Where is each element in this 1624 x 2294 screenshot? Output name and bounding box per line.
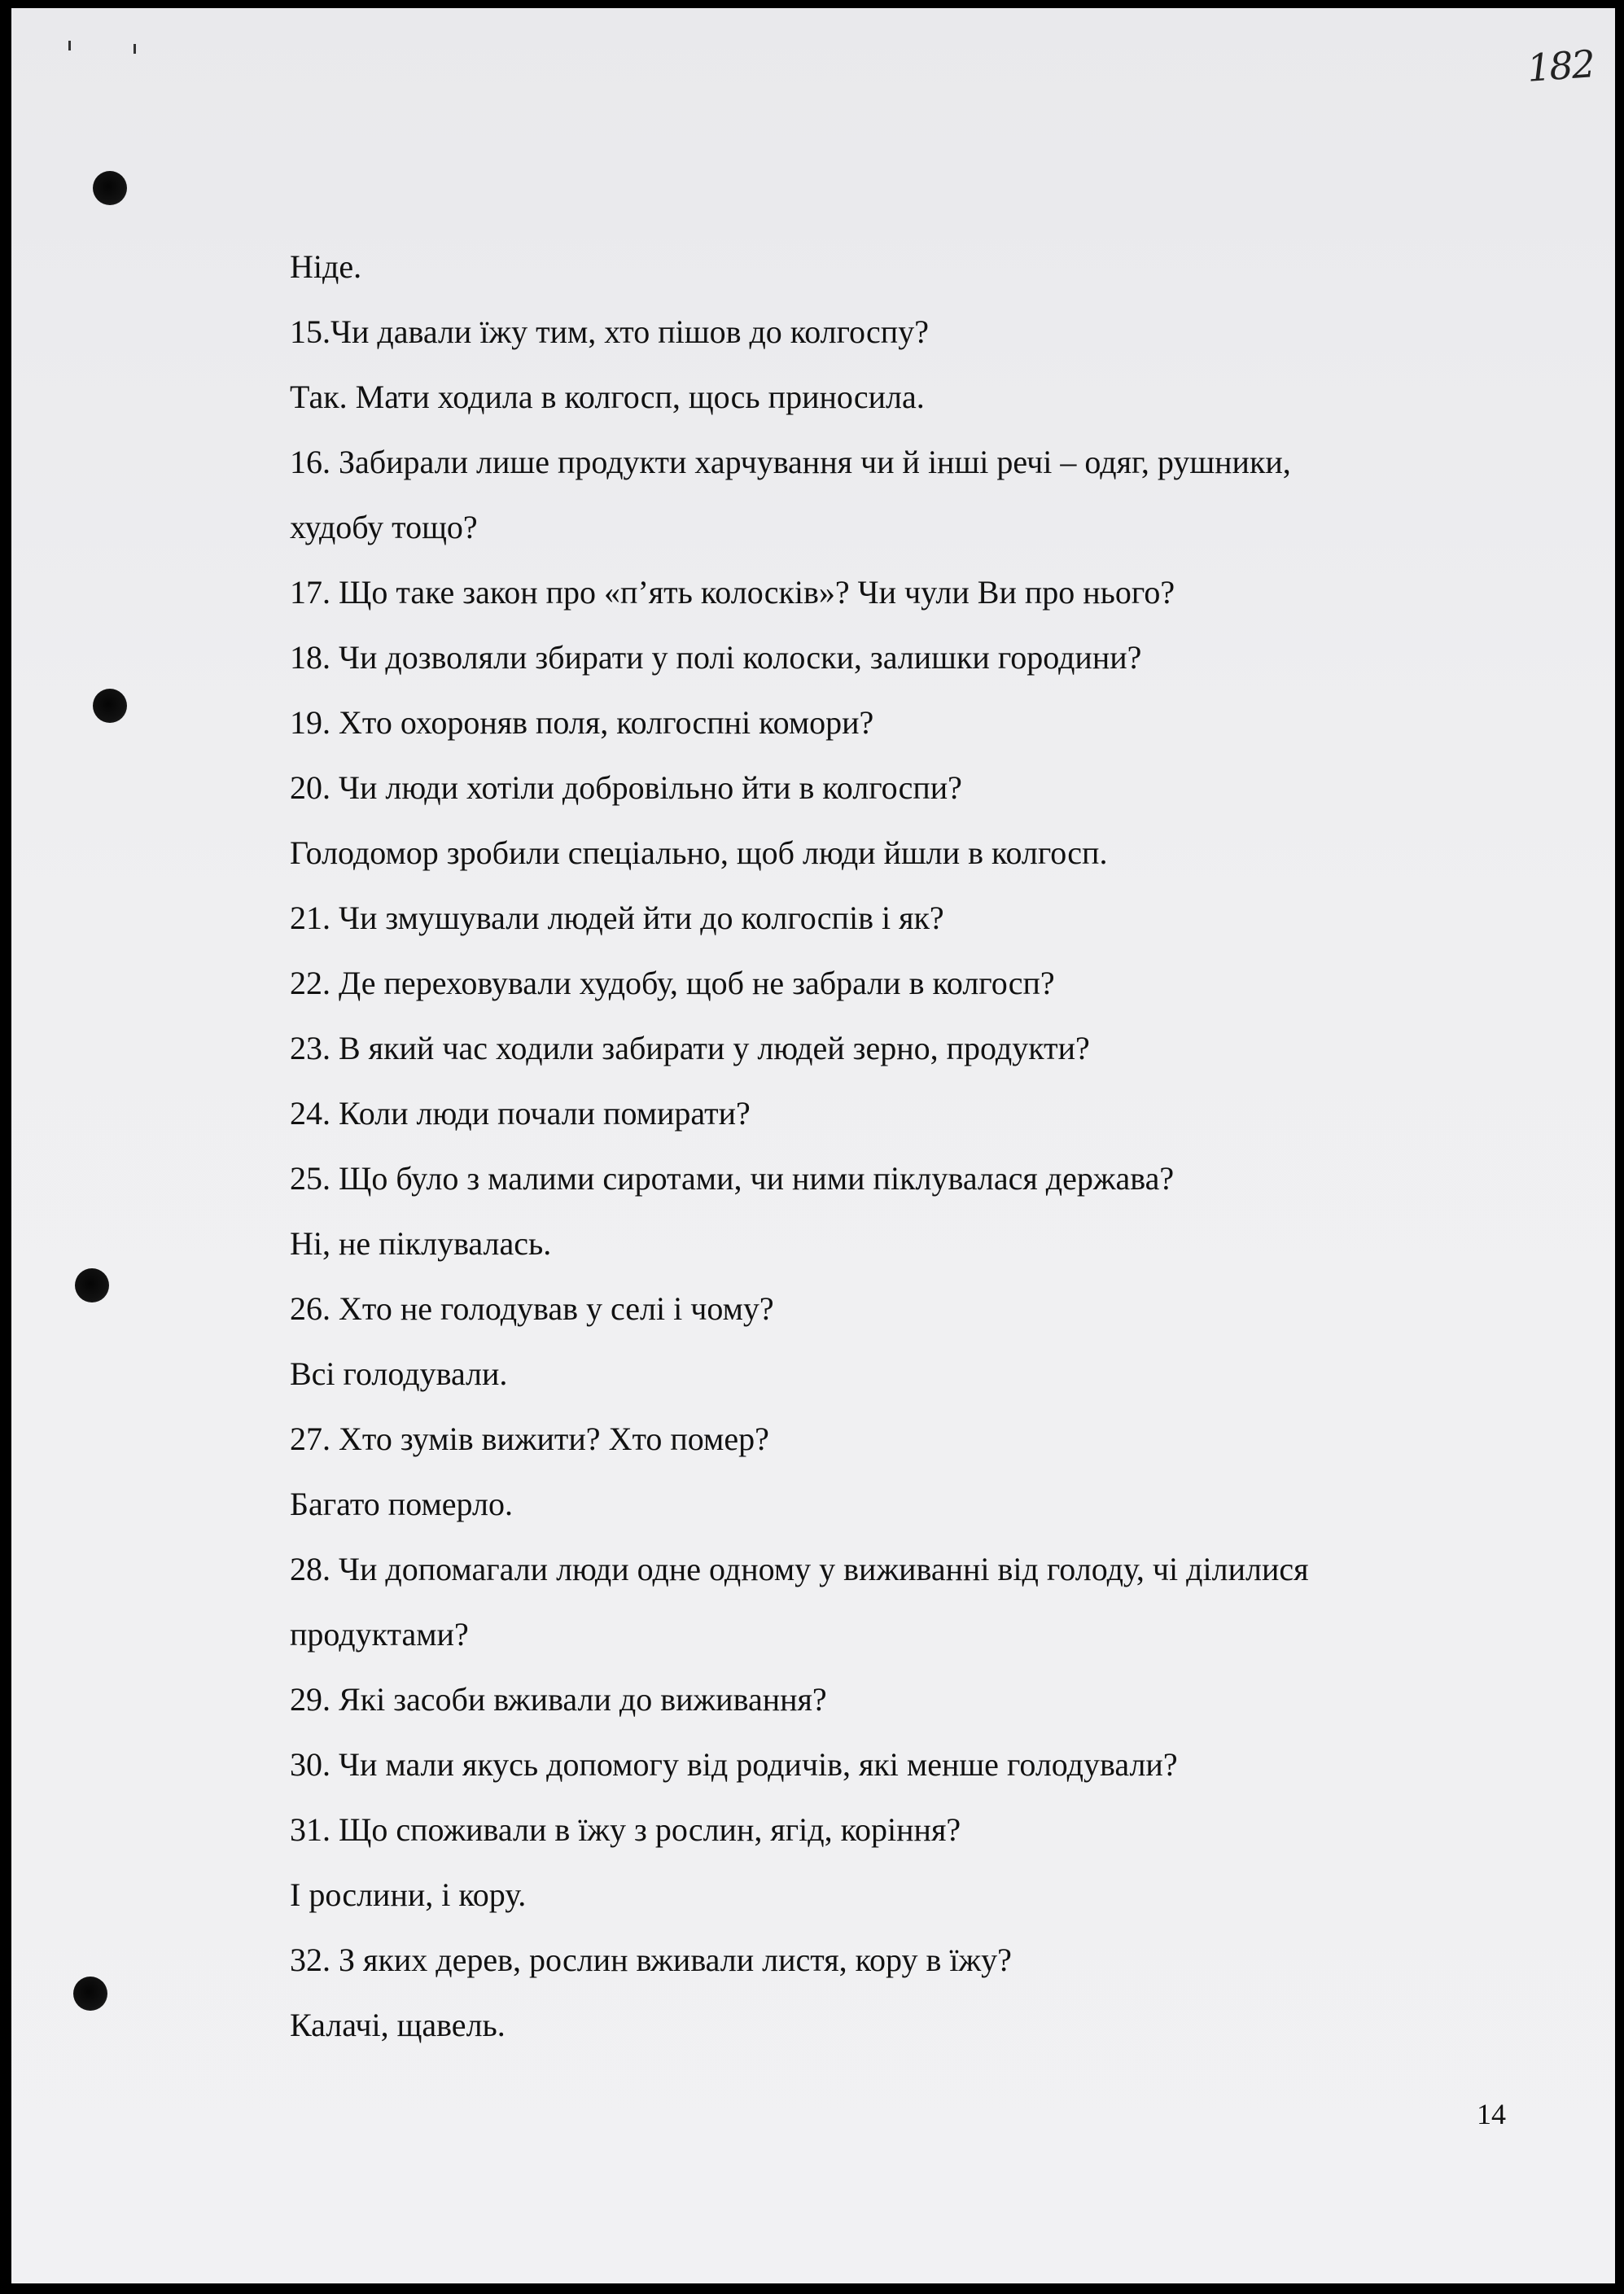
text-line: Калачі, щавель.	[290, 2007, 506, 2043]
text-line: Всі голодували.	[290, 1355, 508, 1392]
text-line: 18. Чи дозволяли збирати у полі колоски, залишки городини?	[290, 639, 1142, 676]
punch-hole	[73, 1977, 107, 2011]
page-number: 14	[1477, 2098, 1506, 2130]
text-line: Так. Мати ходила в колгосп, щось приносила.	[290, 379, 925, 415]
interview-text	[290, 234, 1495, 2058]
text-line: Голодомор зробили спеціально, щоб люди йшли в колгосп.	[290, 834, 1108, 871]
punch-hole	[93, 171, 127, 205]
text-line: 22. Де переховували худобу, щоб не забрали в колгосп?	[290, 965, 1055, 1001]
text-line: 24. Коли люди почали помирати?	[290, 1095, 751, 1132]
punch-hole	[75, 1268, 109, 1302]
text-line: Ніде.	[290, 248, 362, 285]
text-line: 15.Чи давали їжу тим, хто пішов до колгоспу?	[290, 313, 929, 350]
document-page	[11, 8, 1615, 2283]
text-line: 32. З яких дерев, рослин вживали листя, кору в їжу?	[290, 1942, 1012, 1978]
text-line: 26. Хто не голодував у селі і чому?	[290, 1290, 774, 1327]
text-line: худобу тощо?	[290, 509, 478, 545]
handwritten-folio-number: 182	[1526, 42, 1596, 90]
text-line: 25. Що було з малими сиротами, чи ними піклувалася держава?	[290, 1160, 1175, 1197]
text-line: 28. Чи допомагали люди одне одному у виживанні від голоду, чі ділилися	[290, 1551, 1309, 1587]
text-line: 17. Що таке закон про «п’ять колосків»? Чи чули Ви про нього?	[290, 574, 1175, 611]
text-line: 27. Хто зумів вижити? Хто помер?	[290, 1421, 769, 1457]
punch-hole	[93, 689, 127, 723]
text-line: Ні, не піклувалась.	[290, 1225, 552, 1262]
text-line: 23. В який час ходили забирати у людей зерно, продукти?	[290, 1030, 1090, 1066]
text-line: Багато померло.	[290, 1486, 513, 1522]
text-line: продуктами?	[290, 1616, 469, 1653]
text-line: 31. Що споживали в їжу з рослин, ягід, коріння?	[290, 1811, 961, 1848]
text-line: 20. Чи люди хотіли добровільно йти в колгоспи?	[290, 769, 962, 806]
text-line: 21. Чи змушували людей йти до колгоспів і як?	[290, 900, 944, 936]
text-line: 30. Чи мали якусь допомогу від родичів, які менше голодували?	[290, 1746, 1178, 1783]
text-line: І рослини, і кору.	[290, 1876, 527, 1913]
scan-mark	[134, 44, 136, 54]
scan-mark	[68, 41, 71, 50]
text-line: 19. Хто охороняв поля, колгоспні комори?	[290, 704, 874, 741]
text-line: 16. Забирали лише продукти харчування чи й інші речі – одяг, рушники,	[290, 444, 1291, 480]
text-line: 29. Які засоби вживали до виживання?	[290, 1681, 827, 1718]
